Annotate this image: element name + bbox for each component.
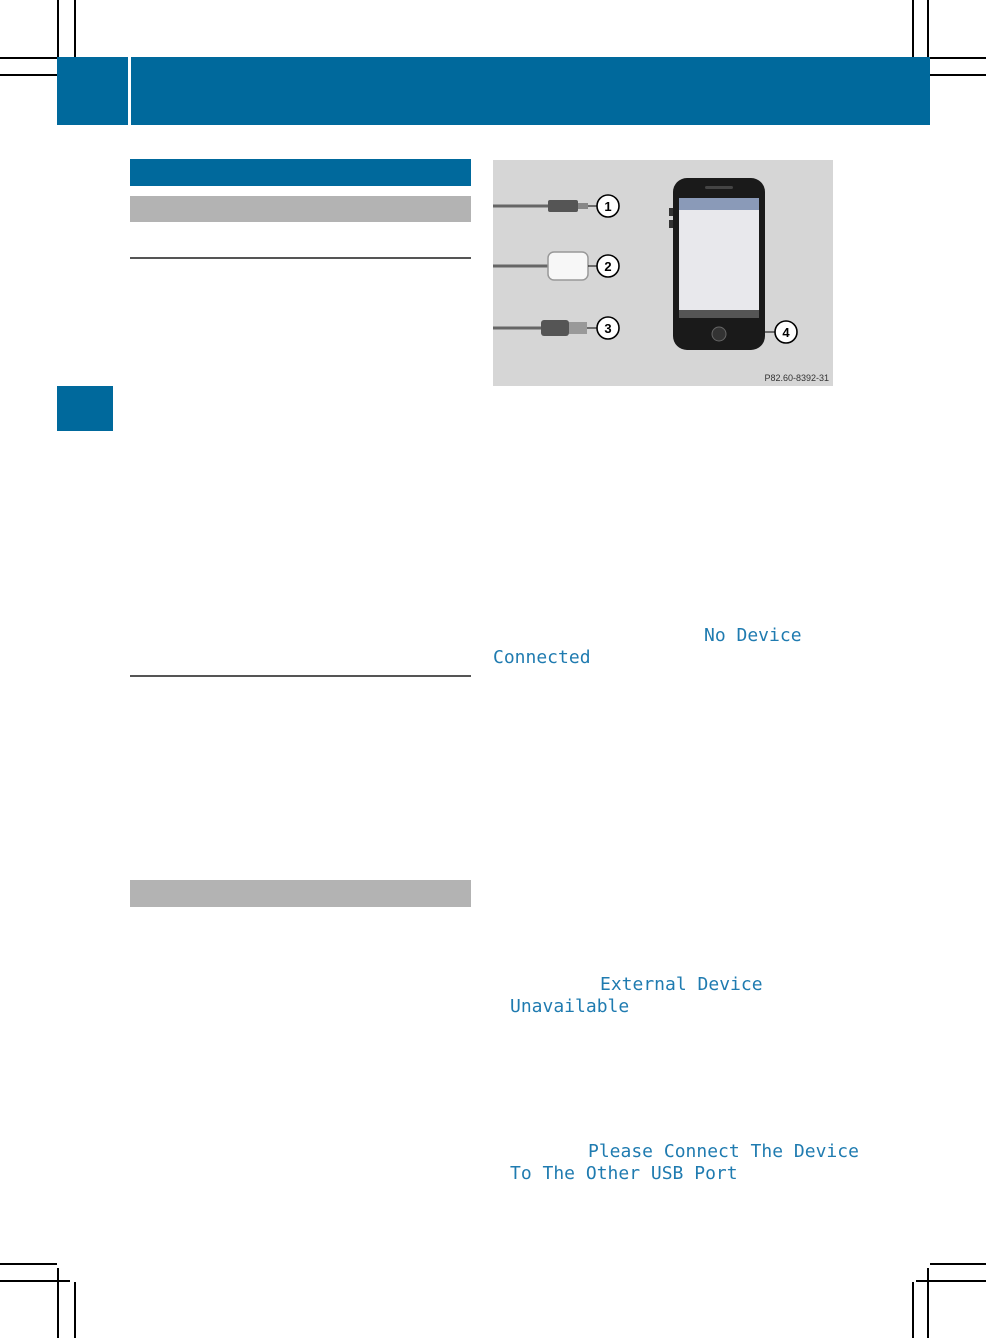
display-no-device-line2: Connected — [493, 647, 591, 668]
chapter-tab — [57, 386, 113, 431]
device-connection-figure — [493, 160, 833, 386]
display-external-line2: Unavailable — [510, 996, 630, 1017]
callout-4 — [775, 321, 797, 343]
section-heading-bar — [130, 159, 471, 186]
divider — [130, 675, 471, 677]
page-header — [57, 57, 930, 125]
svg-text:2: 2 — [604, 259, 612, 274]
display-external-line1: External Device — [600, 974, 763, 995]
svg-text:3: 3 — [604, 321, 612, 336]
divider — [130, 257, 471, 259]
display-please-line2: To The Other USB Port — [510, 1163, 738, 1184]
subsection-heading-bar — [130, 880, 471, 907]
callout-1 — [597, 195, 619, 217]
display-please-line1: Please Connect The Device — [588, 1141, 859, 1162]
callout-3 — [597, 317, 619, 339]
subsection-heading-bar — [130, 196, 471, 222]
svg-text:1: 1 — [604, 199, 612, 214]
header-divider — [128, 57, 131, 125]
callout-2 — [597, 255, 619, 277]
display-no-device-line1: No Device — [704, 625, 802, 646]
figure-illustration — [493, 160, 833, 386]
svg-text:4: 4 — [782, 325, 790, 340]
figure-code: P82.60-8392-31 — [764, 373, 829, 383]
